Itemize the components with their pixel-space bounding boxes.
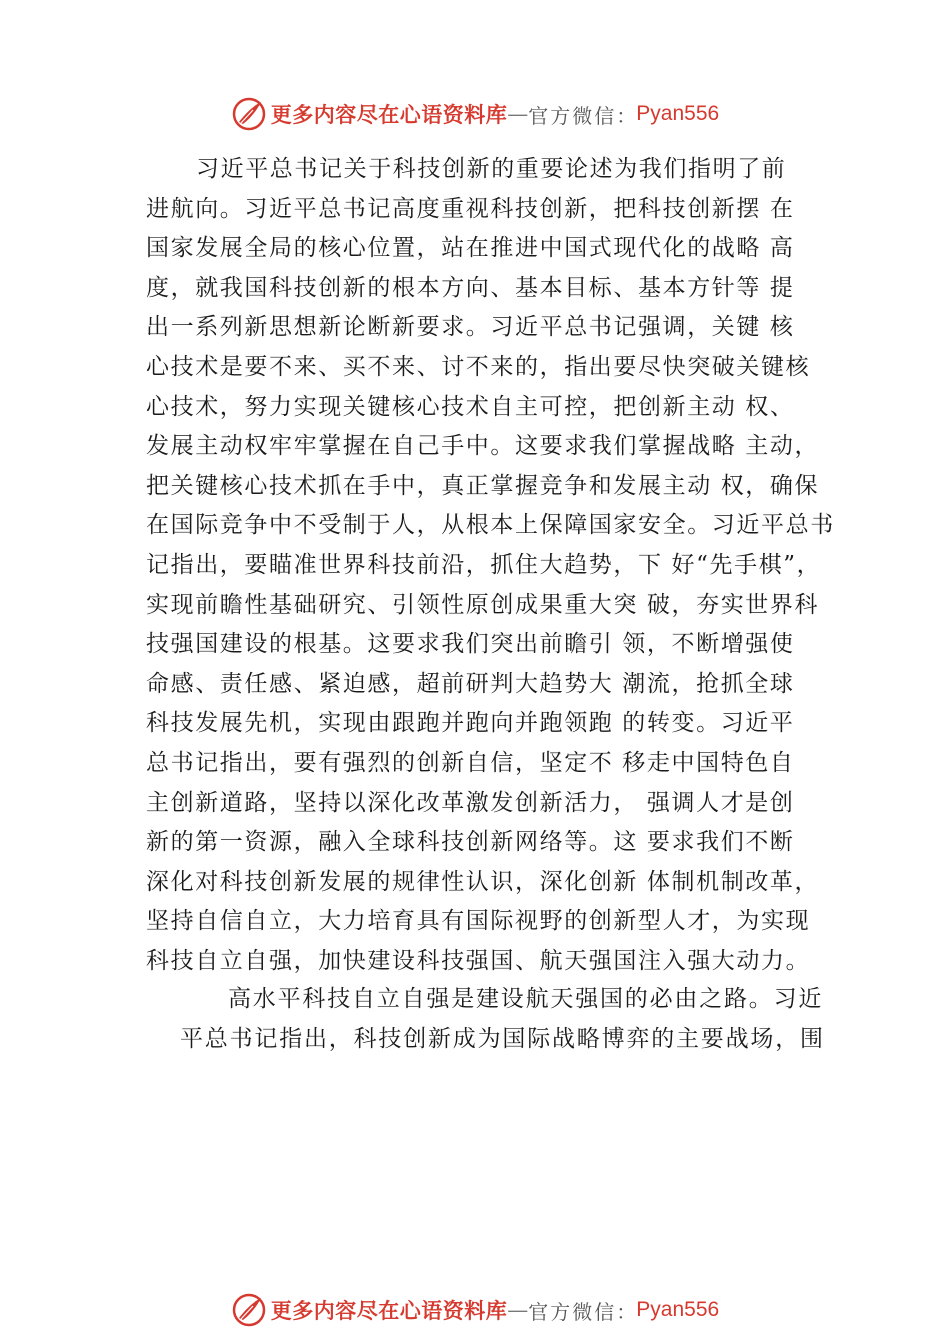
- text-line: 把关键核心技术抓在手中，真正掌握竞争和发展主动 权，确保: [146, 472, 820, 499]
- watermark-wechat-label: 官方微信: [528, 1299, 617, 1324]
- text-line: 实现前瞻性基础研究、引领性原创成果重大突 破，夯实世界科: [146, 591, 820, 618]
- watermark-wechat-label: 官方微信: [528, 103, 617, 128]
- text-line: 习近平总书记关于科技创新的重要论述为我们指明了前: [196, 156, 787, 182]
- document-body: [146, 150, 836, 981]
- watermark-brand: 更多内容尽在心语资料库: [270, 102, 508, 127]
- watermark-wechat-id: Pyan556: [636, 102, 720, 125]
- text-line: 出一系列新思想新论断新要求。习近平总书记强调，关键 核: [146, 314, 795, 341]
- text-line: 国家发展全局的核心位置，站在推进中国式现代化的战略 高: [146, 235, 795, 262]
- quill-logo-icon: [231, 1292, 267, 1328]
- watermark-colon: ：: [616, 1299, 637, 1324]
- text-line: 技强国建设的根基。这要求我们突出前瞻引 领，不断增强使: [146, 631, 795, 658]
- text-line: 度，就我国科技创新的根本方向、基本目标、基本方针等 提: [146, 274, 795, 301]
- text-line: 在国际竞争中不受制于人，从根本上保障国家安全。习近平总书: [146, 512, 835, 539]
- text-line: 科技发展先机，实现由跟跑并跑向并跑领跑 的转变。习近平: [146, 710, 795, 737]
- watermark-footer: [0, 1290, 950, 1330]
- watermark-brand: 更多内容尽在心语资料库: [270, 1298, 508, 1323]
- text-line: 主创新道路，坚持以深化改革激发创新活力， 强调人才是创: [146, 789, 795, 816]
- text-line: 科技自立自强，加快建设科技强国、航天强国注入强大动力。: [146, 947, 811, 974]
- text-line: 平总书记指出，科技创新成为国际战略博弈的主要战场，围: [180, 1025, 825, 1052]
- text-line: 高水平科技自立自强是建设航天强国的必由之路。习近: [228, 986, 824, 1012]
- text-line: 心技术是要不来、买不来、讨不来的，指出要尽快突破关键核: [146, 353, 811, 380]
- quill-logo-icon: [231, 96, 267, 132]
- text-line: 命感、责任感、紧迫感，超前研判大趋势大 潮流，抢抓全球: [146, 670, 795, 697]
- watermark-dash: —: [507, 102, 529, 126]
- watermark-dash: —: [507, 1298, 529, 1322]
- text-line: 发展主动权牢牢掌握在自己手中。这要求我们掌握战略 主动，: [146, 433, 820, 460]
- watermark-header: [0, 94, 950, 134]
- text-line: 记指出，要瞄准世界科技前沿，抓住大趋势，下 好“先手棋”，: [146, 551, 822, 578]
- text-line: 新的第一资源，融入全球科技创新网络等。这 要求我们不断: [146, 829, 795, 856]
- watermark-wechat-id: Pyan556: [636, 1298, 720, 1321]
- text-line: 心技术，努力实现关键核心技术自主可控，把创新主动 权、: [146, 393, 795, 420]
- text-line: 进航向。习近平总书记高度重视科技创新，把科技创新摆 在: [146, 195, 795, 222]
- text-line: 深化对科技创新发展的规律性认识，深化创新 体制机制改革，: [146, 868, 820, 895]
- document-body-continued: [180, 980, 840, 1059]
- watermark-colon: ：: [616, 103, 637, 128]
- text-line: 总书记指出，要有强烈的创新自信，坚定不 移走中国特色自: [146, 749, 795, 776]
- text-line: 坚持自信自立，大力培育具有国际视野的创新型人才，为实现: [146, 908, 811, 935]
